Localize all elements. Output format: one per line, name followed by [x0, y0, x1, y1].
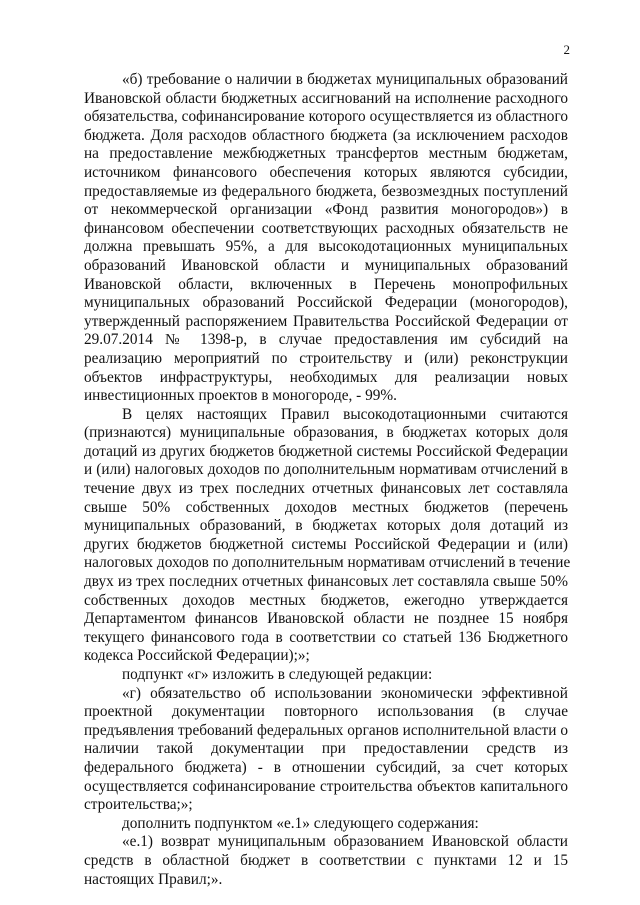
text-line: средств в областной бюджет в соответствии с пунктами 12 и 15: [84, 851, 568, 869]
text-line: В целях настоящих Правил высокодотационными считаются: [122, 405, 568, 423]
text-line: федерального бюджета) - в отношении субсидий, за счет которых: [84, 758, 568, 776]
text-line: на предоставление межбюджетных трансфертов местным бюджетам,: [84, 145, 568, 163]
paragraph-add-subclause-e1: [84, 815, 568, 834]
text-line: кодекса Российской Федерации);»;: [84, 647, 310, 665]
document-body: [84, 71, 571, 889]
text-line: объектов инфраструктуры, необходимых для реализации новых: [84, 368, 568, 386]
text-line: образований Ивановской области и муниципальных образований: [84, 256, 568, 274]
text-line: осуществляется софинансирование строительства объектов капитального: [84, 777, 568, 795]
text-line: «г) обязательство об использовании экономически эффективной: [122, 684, 568, 702]
text-line: дополнить подпунктом «е.1» следующего содержания:: [122, 814, 479, 832]
text-line: обязательства, софинансирование которого осуществляется из областного: [84, 108, 568, 126]
text-line: проектной документации повторного использования (в случае: [84, 703, 568, 721]
text-line: и (или) налоговых доходов по дополнительным нормативам отчислений в: [84, 461, 568, 479]
text-line: настоящих Правил;».: [84, 870, 223, 888]
paragraph-amend-subclause-g: [84, 666, 568, 685]
paragraph-subclause-g: [84, 685, 568, 815]
text-line: муниципальных образований Российской Федерации (моногородов),: [84, 294, 568, 312]
text-line: должна превышать 95%, а для высокодотационных муниципальных: [84, 238, 568, 256]
text-line: Ивановской области бюджетных ассигнований на исполнение расходного: [84, 89, 568, 107]
text-line: муниципальных образований, в бюджетах которых доля дотаций из: [84, 517, 568, 535]
text-line: предоставляемые из федерального бюджета, безвозмездных поступлений: [84, 182, 568, 200]
text-line: 29.07.2014 № 1398-р, в случае предоставления им субсидий на: [84, 331, 568, 349]
text-line: бюджета. Доля расходов областного бюджета (за исключением расходов: [84, 126, 568, 144]
text-line: Ивановской области, включенных в Перечень монопрофильных: [84, 275, 568, 293]
text-line: течение двух из трех последних отчетных финансовых лет составляла: [84, 480, 568, 498]
text-line: свыше 50% собственных доходов местных бюджетов (перечень: [84, 498, 568, 516]
text-line: Департаментом финансов Ивановской области не позднее 15 ноября: [84, 610, 568, 628]
text-line: финансовом обеспечении соответствующих расходных обязательств не: [84, 219, 568, 237]
text-line: «е.1) возврат муниципальным образованием Ивановской области: [122, 833, 568, 851]
text-line: строительства;»;: [84, 796, 193, 814]
text-line: предъявления требований федеральных органов исполнительной власти о: [84, 721, 568, 739]
paragraph-subclause-b: [84, 71, 568, 406]
paragraph-high-subsidy-definition: [84, 405, 571, 666]
text-line: инвестиционных проектов в моногороде, - 99%.: [84, 387, 397, 405]
text-line: утвержденный распоряжением Правительства Российской Федерации от: [84, 312, 568, 330]
text-line: подпункт «г» изложить в следующей редакции:: [122, 666, 433, 683]
text-line: текущего финансового года в соответствии со статьей 136 Бюджетного: [84, 628, 568, 646]
text-line: источником финансового обеспечения которых являются субсидии,: [84, 163, 568, 181]
paragraph-subclause-e1: [84, 833, 568, 889]
text-line: от некоммерческой организации «Фонд развития моногородов») в: [84, 201, 568, 219]
text-line: реализацию мероприятий по строительству и (или) реконструкции: [84, 349, 568, 367]
text-line: двух из трех последних отчетных финансовых лет составляла свыше 50%: [84, 573, 568, 591]
text-line: (признаются) муниципальные образования, в бюджетах которых доля: [84, 424, 568, 442]
text-line: «б) требование о наличии в бюджетах муниципальных образований: [122, 71, 568, 88]
text-line: наличии такой документации при предоставлении средств из: [84, 740, 568, 758]
page-number: 2: [563, 42, 570, 57]
text-line: других бюджетов бюджетной системы Российской Федерации и (или): [84, 535, 568, 553]
text-line: дотаций из других бюджетов бюджетной системы Российской Федерации: [84, 442, 568, 460]
text-line: собственных доходов местных бюджетов, ежегодно утверждается: [84, 591, 568, 609]
text-line: налоговых доходов по дополнительным нормативам отчислений в течение: [84, 554, 571, 572]
